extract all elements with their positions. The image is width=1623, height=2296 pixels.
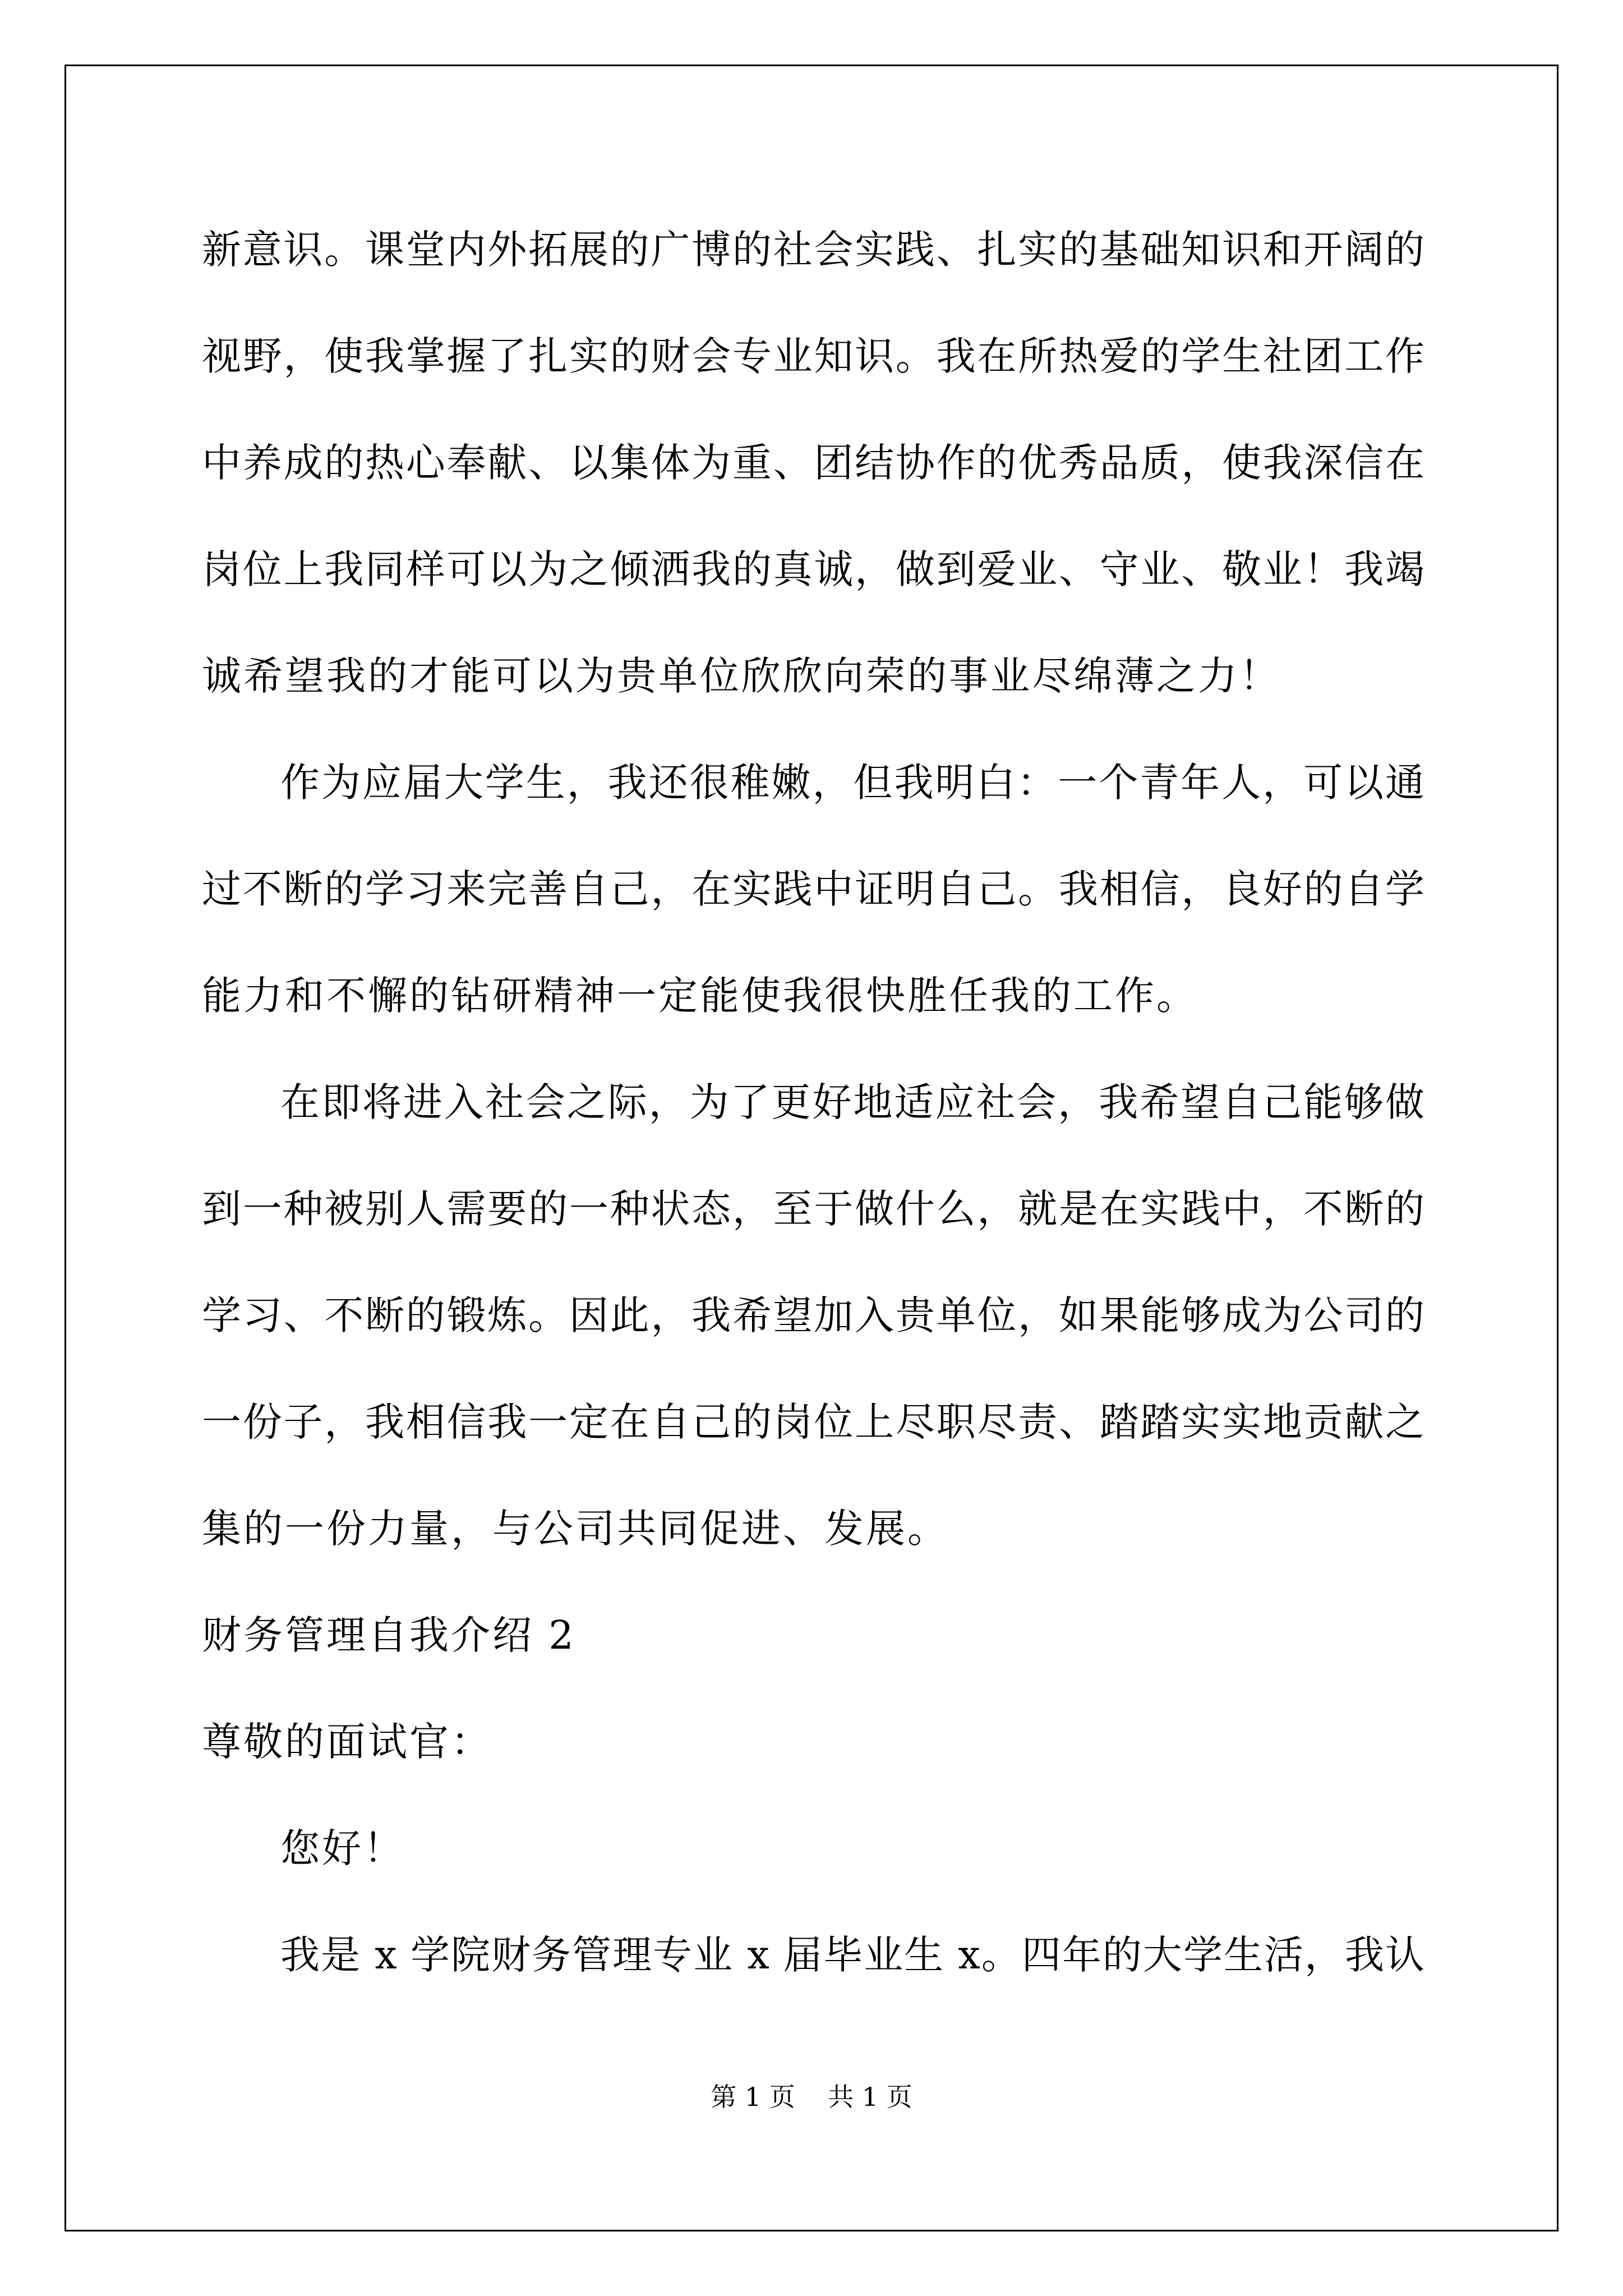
- section-heading: 财务管理自我介绍 2: [202, 1612, 576, 1658]
- paragraph-2-line-2: 过不断的学习来完善自己，在实践中证明自己。我相信，良好的自学: [202, 866, 1424, 912]
- salutation: 尊敬的面试官：: [202, 1719, 492, 1765]
- paragraph-3-line-5: 集的一份力量，与公司共同促进、发展。: [202, 1506, 949, 1552]
- paragraph-2-line-1: 作为应届大学生，我还很稚嫩，但我明白：一个青年人，可以通: [280, 760, 1424, 806]
- paragraph-1-line-5: 诚希望我的才能可以为贵单位欣欣向荣的事业尽绵薄之力！: [202, 653, 1281, 699]
- paragraph-3-line-3: 学习、不断的锻炼。因此，我希望加入贵单位，如果能够成为公司的: [202, 1292, 1424, 1338]
- greeting: 您好！: [280, 1825, 405, 1871]
- page-border: [64, 65, 1559, 2231]
- paragraph-1-line-3: 中养成的热心奉献、以集体为重、团结协作的优秀品质，使我深信在: [202, 440, 1424, 486]
- paragraph-3-line-4: 一份子，我相信我一定在自己的岗位上尽职尽责、踏踏实实地贡献之: [202, 1399, 1424, 1445]
- paragraph-3-line-2: 到一种被别人需要的一种状态，至于做什么，就是在实践中，不断的: [202, 1186, 1424, 1232]
- page-footer: 第 1 页 共 1 页: [711, 2082, 912, 2112]
- paragraph-1-line-2: 视野，使我掌握了扎实的财会专业知识。我在所热爱的学生社团工作: [202, 333, 1424, 379]
- paragraph-2-line-3: 能力和不懈的钻研精神一定能使我很快胜任我的工作。: [202, 973, 1198, 1019]
- paragraph-4-line-1: 我是 x 学院财务管理专业 x 届毕业生 x。四年的大学生活，我认: [280, 1932, 1424, 1978]
- paragraph-1-line-1: 新意识。课堂内外拓展的广博的社会实践、扎实的基础知识和开阔的: [202, 227, 1424, 273]
- paragraph-3-line-1: 在即将进入社会之际，为了更好地适应社会，我希望自己能够做: [280, 1079, 1424, 1125]
- paragraph-1-line-4: 岗位上我同样可以为之倾洒我的真诚，做到爱业、守业、敬业！我竭: [202, 546, 1424, 592]
